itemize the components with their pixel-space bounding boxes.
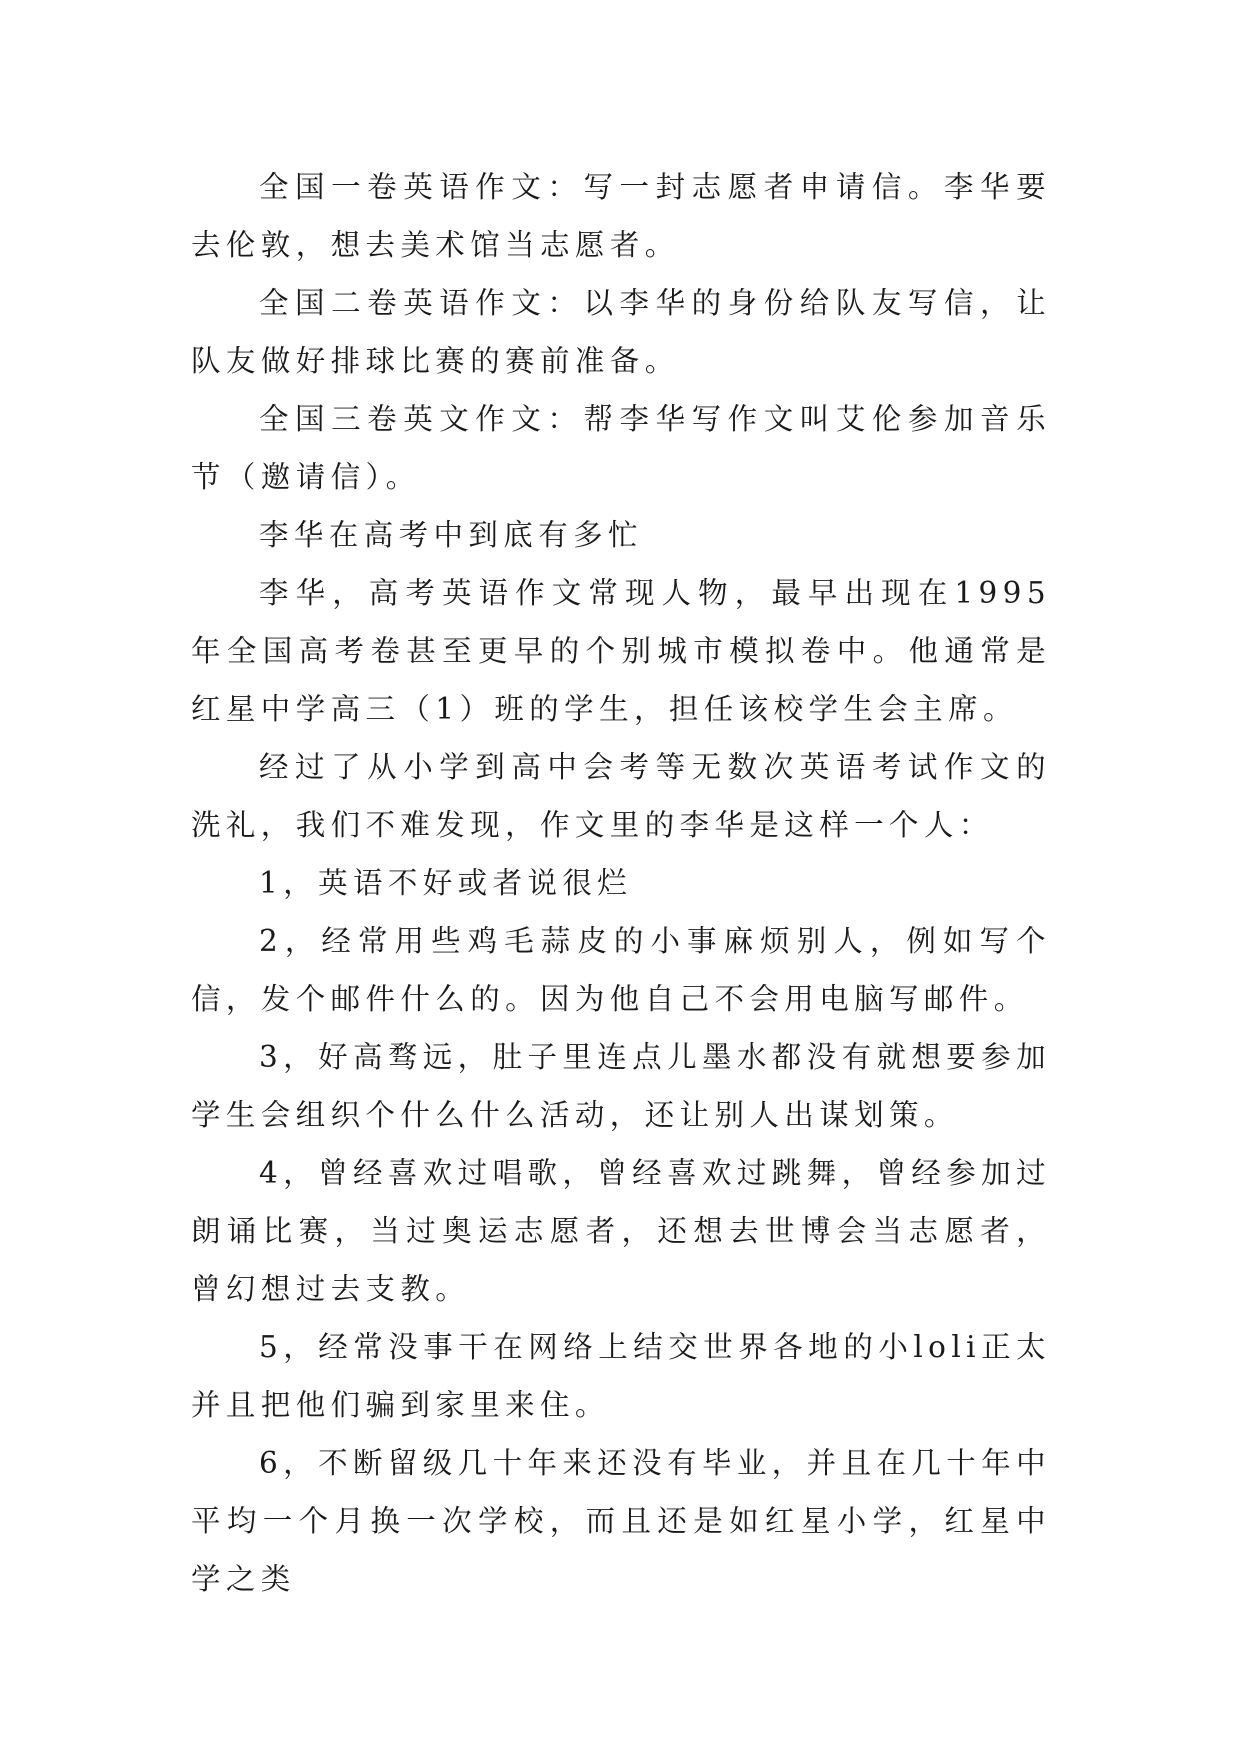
paragraph-exam-1: 全国一卷英语作文：写一封志愿者申请信。李华要去伦敦，想去美术馆当志愿者。 [191, 170, 1051, 262]
list-item-2: 2，经常用些鸡毛蒜皮的小事麻烦别人，例如写个信，发个邮件什么的。因为他自己不会用电脑写邮件。 [191, 924, 1051, 1016]
list-item-6: 6，不断留级几十年来还没有毕业，并且在几十年中平均一个月换一次学校，而且还是如红星小学，红星中学之类 [191, 1446, 1051, 1596]
section-heading: 李华在高考中到底有多忙 [259, 518, 643, 552]
list-item-4: 4，曾经喜欢过唱歌，曾经喜欢过跳舞，曾经参加过朗诵比赛，当过奥运志愿者，还想去世博会当志愿者，曾幻想过去支教。 [191, 1156, 1051, 1306]
list-item-5: 5，经常没事干在网络上结交世界各地的小loli正太并且把他们骗到家里来住。 [191, 1330, 1051, 1422]
list-item-3: 3，好高骛远，肚子里连点儿墨水都没有就想要参加学生会组织个什么什么活动，还让别人出谋划策。 [191, 1040, 1051, 1132]
list-item-1: 1，英语不好或者说很烂 [259, 866, 633, 900]
paragraph-intro: 李华，高考英语作文常现人物，最早出现在1995年全国高考卷甚至更早的个别城市模拟卷中。他通常是红星中学高三（1）班的学生，担任该校学生会主席。 [191, 576, 1051, 726]
paragraph-exam-2: 全国二卷英语作文：以李华的身份给队友写信，让队友做好排球比赛的赛前准备。 [191, 286, 1051, 378]
paragraph-summary: 经过了从小学到高中会考等无数次英语考试作文的洗礼，我们不难发现，作文里的李华是这样一个人： [191, 750, 1051, 842]
paragraph-exam-3: 全国三卷英文作文：帮李华写作文叫艾伦参加音乐节（邀请信）。 [191, 402, 1051, 494]
document-body [191, 158, 1051, 1608]
